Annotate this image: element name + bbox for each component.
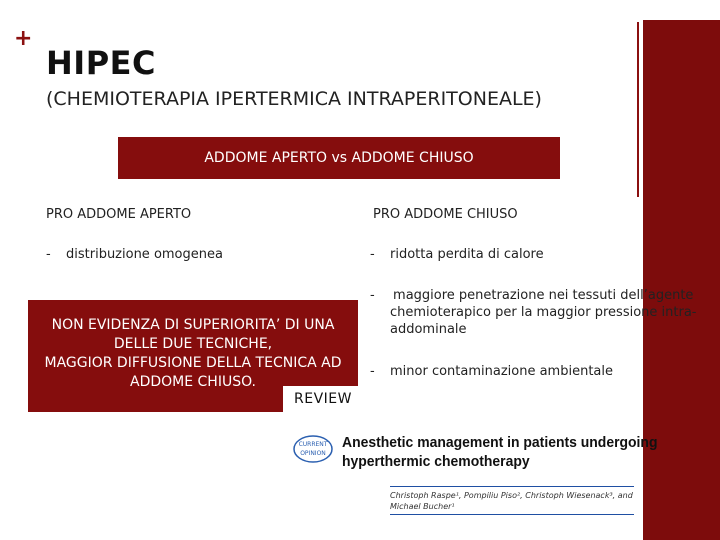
conclusion-text <box>33 316 353 392</box>
bullet-text: ridotta perdita di calore <box>390 247 544 262</box>
paper-title-line: hyperthermic chemotherapy <box>342 453 530 470</box>
bullet-text: distribuzione omogenea <box>66 247 223 262</box>
bullet-text-line: maggiore penetrazione nei tessuti dell’agente <box>393 288 694 303</box>
right-column-heading: PRO ADDOME CHIUSO <box>373 207 518 222</box>
logo-text: OPINION <box>300 450 326 457</box>
conclusion-line: ADDOME CHIUSO. <box>130 374 256 390</box>
review-tag: REVIEW <box>283 386 363 412</box>
bullet-text-line: chemioterapico per la maggior pressione intra- <box>390 305 697 320</box>
conclusion-line: NON EVIDENZA DI SUPERIORITA’ DI UNA <box>51 317 335 333</box>
authors-line: Christoph Raspe¹, Pompiliu Piso², Christoph Wiesenack³, and <box>390 491 633 500</box>
paper-authors <box>390 490 634 512</box>
conclusion-line: DELLE DUE TECNICHE, <box>113 336 273 352</box>
banner-text: ADDOME APERTO vs ADDOME CHIUSO <box>204 150 474 166</box>
paper-title-line: Anesthetic management in patients undergoing <box>342 434 658 451</box>
decorative-side-line <box>637 22 639 197</box>
bullet-text: minor contaminazione ambientale <box>390 364 613 379</box>
authors-line: Michael Bucher¹ <box>390 502 455 511</box>
journal-logo <box>292 434 334 464</box>
divider-line <box>390 514 634 515</box>
bullet-dash: - <box>370 364 375 379</box>
logo-text: CURRENT <box>298 441 328 448</box>
conclusion-line: MAGGIOR DIFFUSIONE DELLA TECNICA AD <box>44 355 342 371</box>
bullet-text-line: addominale <box>390 322 467 337</box>
divider-line <box>390 486 634 487</box>
slide-title: HIPEC <box>46 44 156 82</box>
plus-icon: + <box>14 26 33 51</box>
comparison-banner <box>118 137 560 179</box>
left-column-heading: PRO ADDOME APERTO <box>46 207 192 222</box>
bullet-dash: - <box>370 247 375 262</box>
slide-subtitle: (CHEMIOTERAPIA IPERTERMICA INTRAPERITONEALE) <box>46 88 542 110</box>
bullet-text <box>390 287 696 338</box>
bullet-dash: - <box>370 288 375 303</box>
bullet-dash: - <box>46 247 51 262</box>
paper-title <box>342 433 657 471</box>
